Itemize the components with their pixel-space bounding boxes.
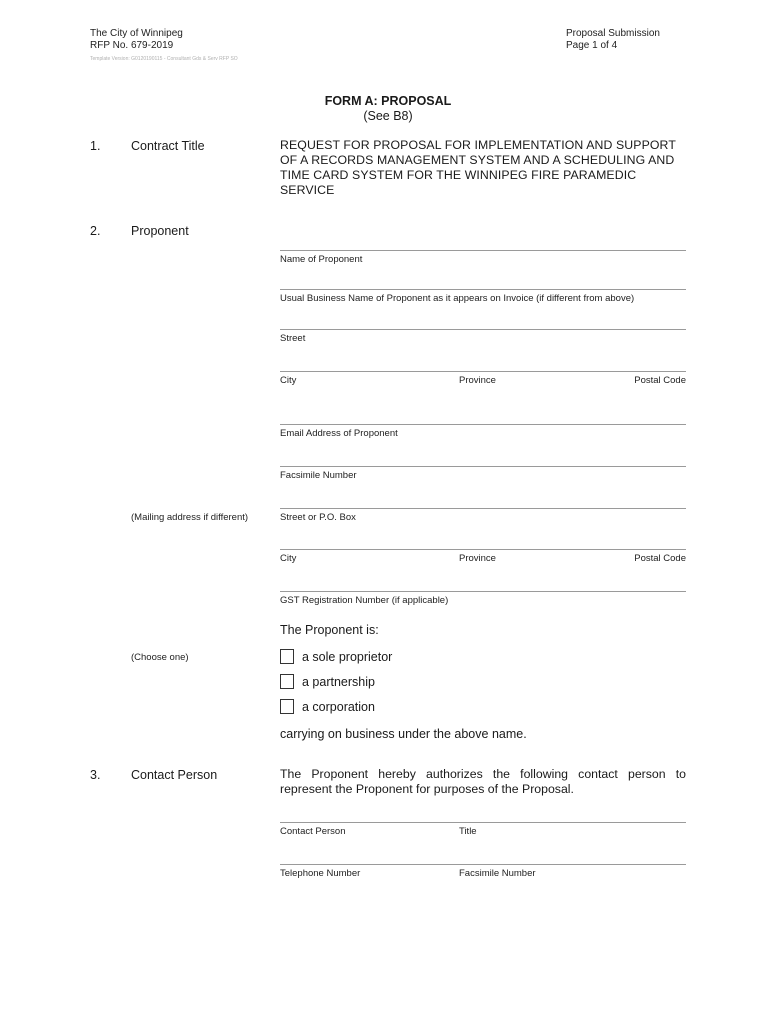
mail-city-province-postal-input-line[interactable]	[280, 549, 686, 550]
province-caption: Province	[459, 375, 496, 386]
header-org: The City of Winnipeg	[90, 28, 183, 39]
form-title: FORM A: PROPOSAL	[324, 94, 452, 108]
proponent-type-heading: The Proponent is:	[280, 623, 379, 637]
street-input-line[interactable]	[280, 329, 686, 330]
title-caption: Title	[459, 826, 477, 837]
corporation-label: a corporation	[302, 700, 375, 714]
gst-input-line[interactable]	[280, 591, 686, 592]
mail-postal-code-caption: Postal Code	[634, 553, 686, 564]
section-1-number: 1.	[90, 139, 101, 153]
mail-city-caption: City	[280, 553, 297, 564]
header-rfp: RFP No. 679-2019	[90, 40, 174, 51]
city-province-postal-input-line[interactable]	[280, 371, 686, 372]
section-1-label: Contract Title	[131, 139, 205, 153]
fax-caption: Facsimile Number	[280, 470, 357, 481]
mail-province-caption: Province	[459, 553, 496, 564]
section-3-label: Contact Person	[131, 768, 218, 782]
partnership-checkbox[interactable]	[280, 674, 294, 689]
mail-street-input-line[interactable]	[280, 508, 686, 509]
contact-authorization-text: The Proponent hereby authorizes the following contact person to represent the Proponent for purposes of the Proposal.	[280, 767, 686, 796]
header-page: Page 1 of 4	[566, 40, 618, 51]
section-3-number: 3.	[90, 768, 101, 782]
city-caption: City	[280, 375, 297, 386]
corporation-checkbox[interactable]	[280, 699, 294, 714]
form-subtitle: (See B8)	[363, 109, 413, 123]
name-caption: Name of Proponent	[280, 254, 363, 265]
contact-fax-caption: Facsimile Number	[459, 868, 536, 879]
sole-proprietor-checkbox[interactable]	[280, 649, 294, 664]
postal-code-caption: Postal Code	[634, 375, 686, 386]
choose-one-note: (Choose one)	[131, 652, 189, 663]
email-caption: Email Address of Proponent	[280, 428, 398, 439]
section-2-number: 2.	[90, 224, 101, 238]
header-submission: Proposal Submission	[566, 28, 660, 39]
telephone-caption: Telephone Number	[280, 868, 361, 879]
business-name-input-line[interactable]	[280, 289, 686, 290]
sole-proprietor-label: a sole proprietor	[302, 650, 393, 664]
section-2-label: Proponent	[131, 224, 189, 238]
fax-input-line[interactable]	[280, 466, 686, 467]
template-note: Template Version: G0120190115 - Consultant Gds & Serv RFP SO	[90, 56, 238, 62]
mail-street-caption: Street or P.O. Box	[280, 512, 356, 523]
contact-person-caption: Contact Person	[280, 826, 346, 837]
gst-caption: GST Registration Number (if applicable)	[280, 595, 449, 606]
contact-title-input-line[interactable]	[280, 822, 686, 823]
mailing-address-note: (Mailing address if different)	[131, 512, 249, 523]
contract-title-value: REQUEST FOR PROPOSAL FOR IMPLEMENTATION AND SUPPORT OF A RECORDS MANAGEMENT SYSTEM AND A SCHEDULING AND TIME CARD SYSTEM FOR THE WINNIPEG FIRE PARAMEDIC SERVICE	[280, 138, 676, 197]
name-input-line[interactable]	[280, 250, 686, 251]
carrying-on-business-text: carrying on business under the above name.	[280, 727, 527, 741]
email-input-line[interactable]	[280, 424, 686, 425]
telephone-fax-input-line[interactable]	[280, 864, 686, 865]
partnership-label: a partnership	[302, 675, 375, 689]
business-name-caption: Usual Business Name of Proponent as it appears on Invoice (if different from above)	[280, 293, 635, 304]
street-caption: Street	[280, 333, 306, 344]
